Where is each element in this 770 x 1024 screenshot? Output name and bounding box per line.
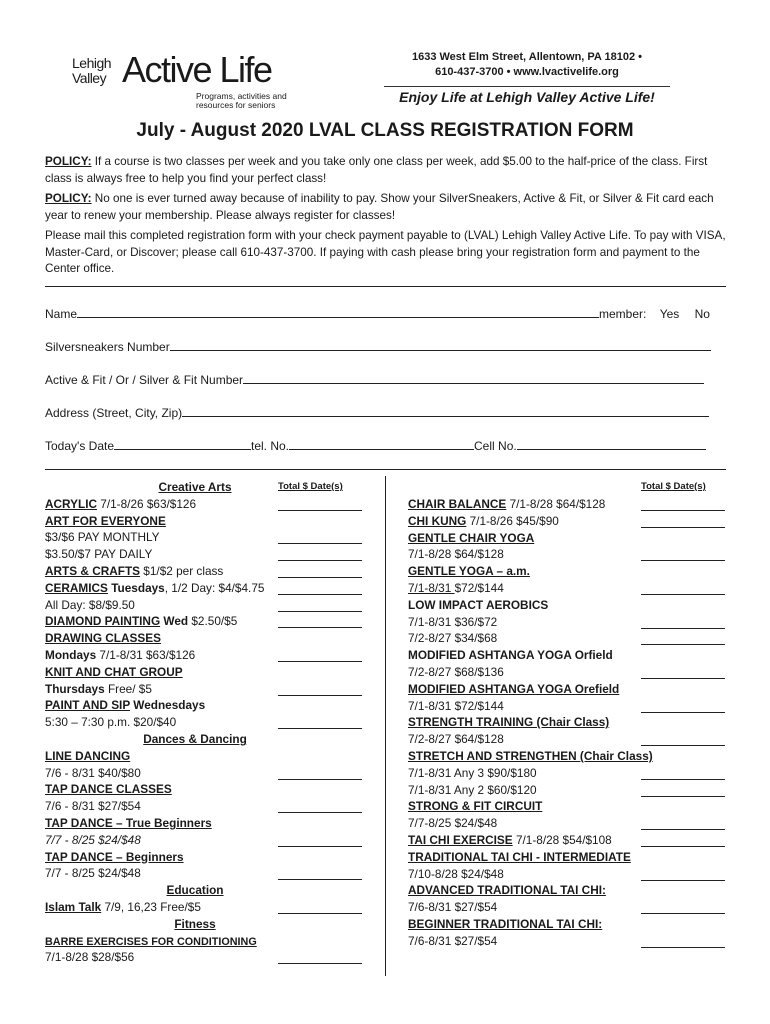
class-row xyxy=(408,563,530,580)
class-name: STRENGTH TRAINING (Chair Class) xyxy=(408,715,610,730)
logo xyxy=(72,48,287,110)
divider-top xyxy=(45,286,726,287)
class-name: 7/6-8/31 $27/$54 xyxy=(408,933,498,948)
class-name: 7/10-8/28 $24/$48 xyxy=(408,866,504,881)
class-name: Thursdays xyxy=(45,681,105,696)
class-row xyxy=(408,832,612,849)
class-details: $2.50/$5 xyxy=(188,614,238,629)
logo-text-lehigh-valley xyxy=(72,56,111,86)
class-name: 7/1-8/31 Any 2 $60/$120 xyxy=(408,782,537,797)
class-name: 7/1-8/31 Any 3 $90/$180 xyxy=(408,765,537,780)
class-row xyxy=(408,866,504,883)
total-date-blank[interactable] xyxy=(641,947,725,948)
class-name: LINE DANCING xyxy=(45,748,131,763)
class-name: 7/1-8/28 $28/$56 xyxy=(45,950,135,965)
class-row xyxy=(45,899,201,916)
cell-field[interactable] xyxy=(517,437,706,450)
active-fit-label: Active & Fit / Or / Silver & Fit Number xyxy=(45,373,244,387)
class-name: 7/2-8/27 $64/$128 xyxy=(408,732,504,747)
total-date-blank[interactable] xyxy=(641,527,725,528)
class-name: ART FOR EVERYONE xyxy=(45,513,166,528)
class-row xyxy=(45,765,141,782)
total-date-blank[interactable] xyxy=(278,577,362,578)
class-row xyxy=(408,647,613,664)
total-date-blank[interactable] xyxy=(641,594,725,595)
column-divider xyxy=(385,476,386,976)
member-no[interactable]: No xyxy=(694,307,710,321)
total-date-blank[interactable] xyxy=(641,796,725,797)
class-details: 7/9, 16,23 Free/$5 xyxy=(101,900,201,914)
class-row xyxy=(408,698,504,715)
class-row xyxy=(45,681,152,698)
total-date-blank[interactable] xyxy=(278,846,362,847)
class-row xyxy=(45,563,223,580)
class-name: CERAMICS xyxy=(45,580,108,595)
class-row xyxy=(45,781,172,798)
class-name: PAINT AND SIP xyxy=(45,698,130,713)
class-name: CHI KUNG xyxy=(408,513,467,528)
active-fit-field[interactable] xyxy=(243,371,704,384)
logo-tagline-1: Programs, activities and xyxy=(196,91,287,101)
tel-label: tel. No. xyxy=(251,439,290,453)
class-days: Tuesdays xyxy=(107,580,165,595)
class-name: 7/2-8/27 $68/$136 xyxy=(408,665,504,679)
class-row xyxy=(408,546,504,563)
class-row xyxy=(408,933,497,950)
class-row xyxy=(408,815,497,832)
cell-label: Cell No. xyxy=(474,439,517,453)
tel-field[interactable] xyxy=(289,437,474,450)
class-row xyxy=(45,529,160,546)
address-row xyxy=(45,404,709,420)
class-row xyxy=(408,630,497,647)
class-details: , 1/2 Day: $4/$4.75 xyxy=(164,580,265,595)
class-row xyxy=(408,748,653,765)
class-row xyxy=(408,765,537,782)
policy-1-text: If a course is two classes per week and you take only one class per week, add $5.00 to the half-price of the class. First class is always free to help you find your perfect class! xyxy=(45,155,708,185)
total-date-blank[interactable] xyxy=(641,880,725,881)
address-line-2: 610-437-3700 • www.lvactivelife.org xyxy=(435,66,619,78)
todays-date-label: Today's Date xyxy=(45,439,114,453)
address-field[interactable] xyxy=(182,404,709,417)
class-name: DIAMOND PAINTING xyxy=(45,614,161,629)
class-name: GENTLE CHAIR YOGA xyxy=(408,530,535,545)
class-name: Islam Talk xyxy=(45,900,102,914)
section-heading xyxy=(45,882,345,899)
class-name: MODIFIED ASHTANGA YOGA Orefield xyxy=(408,681,620,696)
logo-lehigh: Lehigh xyxy=(72,55,112,71)
logo-tagline xyxy=(196,92,287,110)
logo-active-life: Active Life xyxy=(122,49,272,90)
class-name: 7/1-8/31 $36/$72 xyxy=(408,614,498,629)
class-row xyxy=(45,630,161,647)
class-row xyxy=(408,916,602,933)
total-date-blank[interactable] xyxy=(641,678,725,679)
member-yes[interactable]: Yes xyxy=(659,307,680,321)
policy-2-label: POLICY: xyxy=(45,192,92,205)
total-date-blank[interactable] xyxy=(641,644,725,645)
class-name: 7/2-8/27 $34/$68 xyxy=(408,631,498,646)
name-field[interactable] xyxy=(77,305,599,318)
total-date-blank[interactable] xyxy=(641,510,725,511)
class-name: TAP DANCE – True Beginners xyxy=(45,816,212,830)
class-name: Dances & Dancing xyxy=(143,732,247,746)
class-days: Wed xyxy=(160,614,189,629)
class-row xyxy=(408,899,497,916)
class-name: $3.50/$7 PAY DAILY xyxy=(45,547,153,562)
class-row xyxy=(45,714,176,731)
silversneakers-row xyxy=(45,338,711,354)
class-details: $72/$144 xyxy=(454,581,504,595)
total-date-blank[interactable] xyxy=(278,594,362,595)
class-name: ADVANCED TRADITIONAL TAI CHI: xyxy=(408,883,606,898)
total-date-blank[interactable] xyxy=(641,829,725,830)
total-date-blank[interactable] xyxy=(278,812,362,813)
class-name: 7/7-8/25 $24/$48 xyxy=(408,816,498,831)
class-details: 7/1-8/28 $54/$108 xyxy=(512,833,612,847)
class-name: BEGINNER TRADITIONAL TAI CHI: xyxy=(408,917,603,931)
class-details: 7/1-8/28 $64/$128 xyxy=(506,497,606,511)
mail-instructions: Please mail this completed registration form with your check payment payable to (LVAL) Lehigh Valley Active Life. To pay with VISA, Master-Card, or Discover; please call 610-437-3700. If paying with cash please bring your registration form and payment to the Center office. xyxy=(45,229,726,275)
class-name: DRAWING CLASSES xyxy=(45,631,162,646)
class-name: STRETCH AND STRENGTHEN (Chair Class) xyxy=(408,749,653,763)
member-label: member: xyxy=(599,307,647,321)
class-row xyxy=(45,697,205,714)
total-date-blank[interactable] xyxy=(278,695,362,696)
total-date-blank[interactable] xyxy=(278,661,362,662)
policy-2-text: No one is ever turned away because of inability to pay. Show your SilverSneakers, Active & Fit, or Silver & Fit card each year to renew your membership. Please always register for classes! xyxy=(45,192,714,222)
class-name: STRONG & FIT CIRCUIT xyxy=(408,799,543,814)
class-row xyxy=(45,613,237,630)
class-row xyxy=(408,496,605,513)
class-row xyxy=(45,580,264,597)
total-date-blank[interactable] xyxy=(278,913,362,914)
class-name: MODIFIED ASHTANGA YOGA Orfield xyxy=(408,648,613,663)
section-heading xyxy=(45,916,345,933)
total-date-blank[interactable] xyxy=(641,779,725,780)
class-name: 5:30 – 7:30 p.m. $20/$40 xyxy=(45,715,177,730)
class-name: 7/1-8/31 xyxy=(408,581,455,595)
class-row xyxy=(408,798,542,815)
class-row xyxy=(408,580,504,597)
name-label: Name xyxy=(45,307,78,321)
section-heading xyxy=(45,479,345,496)
class-name: 7/1-8/31 $72/$144 xyxy=(408,698,504,713)
class-name: 7/6 - 8/31 $27/$54 xyxy=(45,799,141,814)
class-days: Wednesdays xyxy=(130,698,206,713)
form-title: July - August 2020 LVAL CLASS REGISTRATION FORM xyxy=(136,120,634,141)
left-totals-header: Total $ Date(s) xyxy=(278,481,343,492)
class-row xyxy=(408,882,606,899)
todays-date-field[interactable] xyxy=(114,437,251,450)
class-row xyxy=(45,546,152,563)
total-date-blank[interactable] xyxy=(278,879,362,880)
class-row xyxy=(408,714,609,731)
class-name: Fitness xyxy=(174,916,216,931)
class-row xyxy=(45,647,195,664)
class-row xyxy=(408,513,559,530)
class-name: Education xyxy=(166,883,224,898)
class-row xyxy=(45,597,135,614)
total-date-blank[interactable] xyxy=(278,963,362,964)
class-row xyxy=(45,798,141,815)
class-name: KNIT AND CHAT GROUP xyxy=(45,664,183,679)
class-name: Mondays xyxy=(45,648,97,662)
class-name: $3/$6 PAY MONTHLY xyxy=(45,530,160,545)
total-date-blank[interactable] xyxy=(641,628,725,629)
address-line-1: 1633 West Elm Street, Allentown, PA 18102 • xyxy=(411,51,643,63)
class-name: ARTS & CRAFTS xyxy=(45,564,141,578)
class-name: 7/1-8/28 $64/$128 xyxy=(408,547,504,562)
right-totals-header: Total $ Date(s) xyxy=(641,481,706,492)
class-details: Free/ $5 xyxy=(104,681,152,696)
class-name: TAI CHI EXERCISE xyxy=(408,833,513,847)
class-row xyxy=(408,664,504,681)
total-date-blank[interactable] xyxy=(641,745,725,746)
class-name: All Day: $8/$9.50 xyxy=(45,597,135,612)
class-row xyxy=(45,513,166,530)
section-heading xyxy=(45,731,345,748)
class-details: 7/1-8/31 $63/$126 xyxy=(96,648,196,662)
class-name: TAP DANCE – Beginners xyxy=(45,849,184,864)
total-date-blank[interactable] xyxy=(278,728,362,729)
class-name: ACRYLIC xyxy=(45,496,97,511)
class-details: 7/1-8/26 $45/$90 xyxy=(466,513,559,528)
total-date-blank[interactable] xyxy=(278,510,362,511)
total-date-blank[interactable] xyxy=(278,543,362,544)
class-details: 7/1-8/26 $63/$126 xyxy=(97,496,197,511)
class-name: GENTLE YOGA – a.m. xyxy=(408,564,530,579)
class-row xyxy=(45,865,141,882)
class-row xyxy=(408,614,497,631)
class-row xyxy=(408,849,631,866)
class-name: 7/6 - 8/31 $40/$80 xyxy=(45,765,141,780)
class-name: Creative Arts xyxy=(158,480,232,494)
name-row xyxy=(45,305,710,321)
class-row xyxy=(45,933,257,951)
logo-tagline-2: resources for seniors xyxy=(196,100,276,110)
total-date-blank[interactable] xyxy=(641,712,725,713)
class-row xyxy=(45,849,184,866)
total-date-blank[interactable] xyxy=(641,846,725,847)
class-details: $1/$2 per class xyxy=(140,564,224,578)
slogan: Enjoy Life at Lehigh Valley Active Life! xyxy=(384,86,670,105)
class-name: CHAIR BALANCE xyxy=(408,497,507,511)
divider-bottom xyxy=(45,469,726,470)
total-date-blank[interactable] xyxy=(278,611,362,612)
class-name: 7/7 - 8/25 $24/$48 xyxy=(45,866,141,881)
address-block xyxy=(384,50,670,80)
policy-1-label: POLICY: xyxy=(45,155,92,168)
class-name: TRADITIONAL TAI CHI - INTERMEDIATE xyxy=(408,849,631,864)
class-row xyxy=(408,530,534,547)
logo-valley: Valley xyxy=(72,70,107,86)
total-date-blank[interactable] xyxy=(641,913,725,914)
silversneakers-label: Silversneakers Number xyxy=(45,340,170,354)
total-date-blank[interactable] xyxy=(641,560,725,561)
total-date-blank[interactable] xyxy=(278,560,362,561)
address-label: Address (Street, City, Zip) xyxy=(45,406,183,420)
class-row xyxy=(45,815,212,832)
class-row xyxy=(45,664,183,681)
class-name: 7/6-8/31 $27/$54 xyxy=(408,900,498,915)
class-row xyxy=(45,949,134,966)
class-name: TAP DANCE CLASSES xyxy=(45,782,172,797)
total-date-blank[interactable] xyxy=(278,627,362,628)
silversneakers-field[interactable] xyxy=(170,338,711,351)
class-row xyxy=(408,731,504,748)
active-fit-row xyxy=(45,371,704,387)
class-row xyxy=(408,782,537,799)
class-row xyxy=(45,832,141,849)
policy-2 xyxy=(45,191,730,224)
policy-1 xyxy=(45,154,730,187)
class-row xyxy=(45,496,196,513)
class-row xyxy=(45,748,130,765)
class-name: BARRE EXERCISES FOR CONDITIONING xyxy=(45,935,257,948)
total-date-blank[interactable] xyxy=(278,779,362,780)
class-row xyxy=(408,597,548,614)
class-row xyxy=(408,681,619,698)
class-name: 7/7 - 8/25 $24/$48 xyxy=(45,832,141,847)
date-phone-row xyxy=(45,437,706,453)
class-name: LOW IMPACT AEROBICS xyxy=(408,597,549,612)
